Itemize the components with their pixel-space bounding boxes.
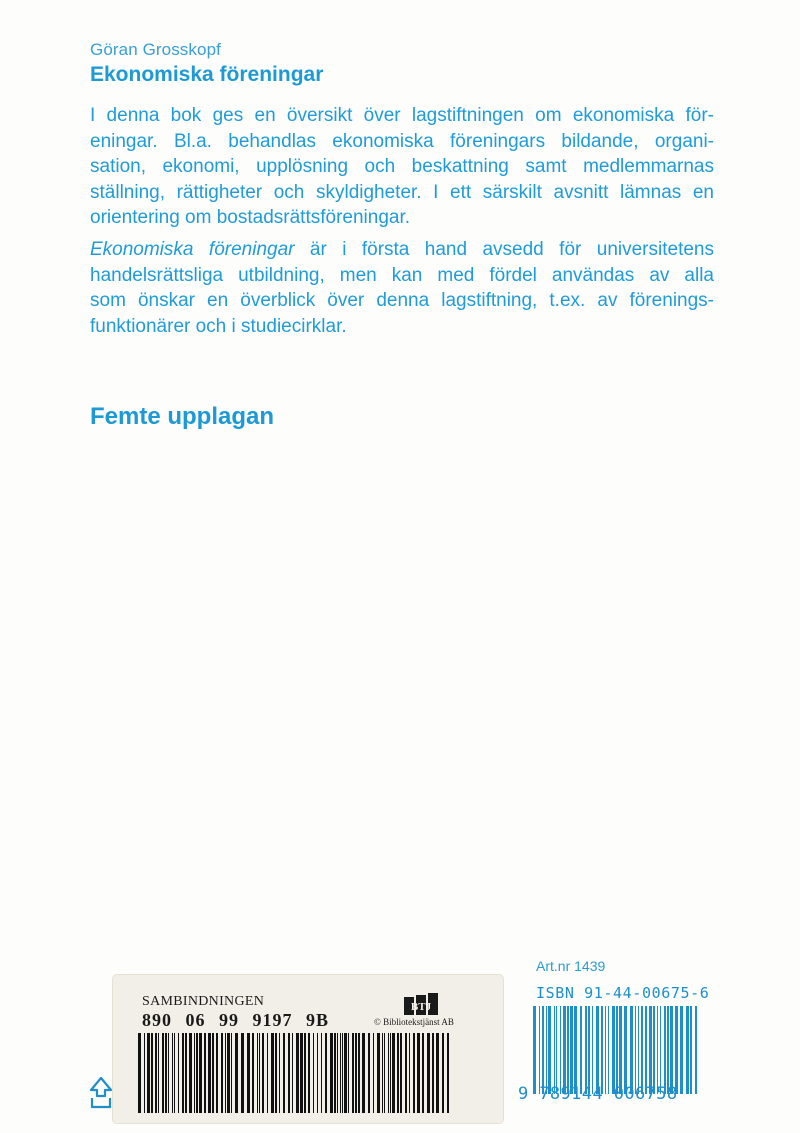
barcode-bar bbox=[388, 1033, 389, 1113]
barcode-bar bbox=[247, 1033, 250, 1113]
barcode-bar bbox=[409, 1033, 410, 1113]
barcode-bar bbox=[252, 1033, 254, 1113]
barcode-bar bbox=[162, 1033, 164, 1113]
barcode-bar bbox=[174, 1033, 175, 1113]
barcode-bar bbox=[382, 1033, 383, 1113]
barcode-bar bbox=[400, 1033, 402, 1113]
barcode-bar bbox=[616, 1006, 618, 1094]
barcode-bar bbox=[635, 1006, 636, 1094]
barcode-bar bbox=[630, 1006, 633, 1094]
barcode-bar bbox=[645, 1006, 647, 1094]
barcode-bar bbox=[334, 1033, 336, 1113]
barcode-bar bbox=[690, 1006, 692, 1094]
barcode-bar bbox=[257, 1033, 258, 1113]
barcode-bar bbox=[168, 1033, 169, 1113]
barcode-bar bbox=[352, 1033, 354, 1113]
barcode-bar bbox=[325, 1033, 327, 1113]
barcode-bar bbox=[649, 1006, 652, 1094]
description-line: eningar. Bl.a. behandlas ekonomiska föreningars bildande, organi- bbox=[90, 130, 714, 152]
isbn-text: ISBN 91-44-00675-6 bbox=[536, 984, 710, 1002]
barcode-bar bbox=[158, 1033, 159, 1113]
barcode-bar bbox=[567, 1006, 569, 1094]
barcode-bar bbox=[138, 1033, 141, 1113]
barcode-bar bbox=[147, 1033, 150, 1113]
barcode-bar bbox=[208, 1033, 211, 1113]
barcode-bar bbox=[344, 1033, 347, 1113]
barcode-bar bbox=[288, 1033, 290, 1113]
barcode-bar bbox=[546, 1006, 547, 1094]
barcode-bar bbox=[182, 1033, 184, 1113]
barcode-bar bbox=[548, 1006, 551, 1094]
barcode-bar bbox=[588, 1006, 590, 1094]
barcode-bar bbox=[330, 1033, 333, 1113]
barcode-bar bbox=[533, 1006, 536, 1094]
description-line bbox=[90, 237, 714, 263]
barcode-bar bbox=[235, 1033, 238, 1113]
barcode-bar bbox=[619, 1006, 622, 1094]
barcode-bar bbox=[624, 1006, 627, 1094]
description-line: ställning, rättigheter och skyldigheter. I ett särskilt avsnitt lämnas en bbox=[90, 181, 714, 203]
barcode-bar bbox=[178, 1033, 179, 1113]
barcode-bar bbox=[337, 1033, 338, 1113]
barcode-bar bbox=[212, 1033, 214, 1113]
barcode-bar bbox=[241, 1033, 244, 1113]
barcode-bar bbox=[670, 1006, 673, 1094]
barcode-bar bbox=[417, 1033, 420, 1113]
barcode-bar bbox=[667, 1006, 669, 1094]
italic-book-title: Ekonomiska föreningar bbox=[90, 239, 295, 260]
barcode-bar bbox=[574, 1006, 577, 1094]
barcode-bar bbox=[608, 1006, 609, 1094]
description-line-rest: är i första hand avsedd för universitetens bbox=[294, 239, 714, 260]
barcode-bar bbox=[362, 1033, 365, 1113]
barcode-bar bbox=[308, 1033, 310, 1113]
barcode-bar bbox=[695, 1006, 697, 1094]
barcode-bar bbox=[560, 1006, 561, 1094]
barcode-bar bbox=[556, 1006, 557, 1094]
barcode-bar bbox=[596, 1006, 599, 1094]
recycle-icon bbox=[88, 1076, 114, 1115]
book-title: Ekonomiska föreningar bbox=[90, 63, 324, 86]
barcode-bar bbox=[267, 1033, 268, 1113]
barcode-bar bbox=[151, 1033, 153, 1113]
barcode-bar bbox=[686, 1006, 689, 1094]
barcode-bar bbox=[638, 1006, 639, 1094]
barcode-bar bbox=[580, 1006, 582, 1094]
barcode-bar bbox=[340, 1033, 341, 1113]
barcode-bar bbox=[279, 1033, 280, 1113]
description-line: sation, ekonomi, upplösning och beskattning samt medlemmarnas bbox=[90, 156, 714, 177]
barcode-bar bbox=[592, 1006, 593, 1094]
sticker-code: 890 06 99 9197 9B bbox=[142, 1010, 330, 1030]
barcode-bar bbox=[231, 1033, 232, 1113]
barcode-bar bbox=[216, 1033, 218, 1113]
description-line: I denna bok ges en översikt över lagstiftningen om ekonomiska för- bbox=[90, 105, 714, 126]
barcode-bar bbox=[392, 1033, 395, 1113]
barcode-bar bbox=[657, 1006, 658, 1094]
description-line: orientering om bostadsrättsföreningar. bbox=[90, 207, 411, 228]
barcode-bar bbox=[342, 1033, 343, 1113]
barcode-bar bbox=[283, 1033, 285, 1113]
barcode-bar bbox=[144, 1033, 145, 1113]
barcode-bar bbox=[304, 1033, 306, 1113]
barcode-bar bbox=[259, 1033, 260, 1113]
barcode-bar bbox=[413, 1033, 415, 1113]
barcode-bar bbox=[397, 1033, 399, 1113]
barcode-bar bbox=[373, 1033, 374, 1113]
barcode-bar bbox=[612, 1006, 615, 1094]
description-paragraph-1 bbox=[90, 103, 714, 231]
btj-logo-icon bbox=[404, 993, 440, 1020]
barcode-bar bbox=[355, 1033, 357, 1113]
barcode-bar bbox=[317, 1033, 318, 1113]
barcode-bar bbox=[641, 1006, 643, 1094]
barcode-bar bbox=[601, 1006, 603, 1094]
barcode-bar bbox=[664, 1006, 666, 1094]
barcode-bar bbox=[563, 1006, 566, 1094]
barcode-bar bbox=[194, 1033, 195, 1113]
barcode-bar bbox=[436, 1033, 439, 1113]
barcode-bar bbox=[384, 1033, 385, 1113]
description-line: handelsrättsliga utbildning, men kan med fördel användas av alla bbox=[90, 264, 714, 286]
barcode-bar bbox=[196, 1033, 198, 1113]
barcode-bar bbox=[313, 1033, 314, 1113]
barcode-bar bbox=[605, 1006, 606, 1094]
sticker-label: SAMBINDNINGEN bbox=[142, 994, 265, 1009]
barcode-bar bbox=[432, 1033, 434, 1113]
author-name: Göran Grosskopf bbox=[90, 40, 221, 59]
barcode-bar bbox=[165, 1033, 167, 1113]
barcode-bar bbox=[225, 1033, 226, 1113]
description-line: funktionärer och i studiecirklar. bbox=[90, 315, 347, 337]
isbn-barcode-digits: 9 789144 006758 bbox=[518, 1084, 678, 1104]
edition-label: Femte upplagan bbox=[90, 403, 275, 430]
barcode-bar bbox=[185, 1033, 187, 1113]
barcode-bar bbox=[653, 1006, 655, 1094]
btj-logo-text: BTJ bbox=[410, 1001, 432, 1013]
barcode-bar bbox=[221, 1033, 223, 1113]
barcode-bar bbox=[300, 1033, 303, 1113]
barcode-bar bbox=[296, 1033, 299, 1113]
barcode-bar bbox=[405, 1033, 407, 1113]
barcode-bar bbox=[358, 1033, 360, 1113]
barcode-bar bbox=[155, 1033, 157, 1113]
barcode-bar bbox=[422, 1033, 424, 1113]
barcode-bar bbox=[585, 1006, 587, 1094]
barcode-bar bbox=[539, 1006, 540, 1094]
barcode-bar bbox=[427, 1033, 430, 1113]
barcode-bar bbox=[348, 1033, 349, 1113]
barcode-bar bbox=[442, 1033, 444, 1113]
barcode-bar bbox=[292, 1033, 293, 1113]
barcode-bar bbox=[660, 1006, 661, 1094]
barcode-bar bbox=[570, 1006, 573, 1094]
barcode-bar bbox=[377, 1033, 380, 1113]
description-paragraph-2 bbox=[90, 237, 714, 339]
description-line: som önskar en överblick över denna lagstiftning, t.ex. av förenings- bbox=[90, 290, 714, 311]
barcode-bar bbox=[199, 1033, 202, 1113]
barcode-bar bbox=[172, 1033, 173, 1113]
barcode-bar bbox=[321, 1033, 322, 1113]
barcode-bar bbox=[189, 1033, 192, 1113]
barcode-bar bbox=[554, 1006, 555, 1094]
barcode-bar bbox=[368, 1033, 370, 1113]
barcode-bar bbox=[262, 1033, 264, 1113]
article-number: Art.nr 1439 bbox=[536, 958, 606, 974]
barcode-bar bbox=[271, 1033, 274, 1113]
barcode-bar bbox=[542, 1006, 544, 1094]
barcode-bar bbox=[204, 1033, 206, 1113]
barcode-bar bbox=[675, 1006, 678, 1094]
barcode-bar bbox=[390, 1033, 391, 1113]
barcode-bar bbox=[275, 1033, 277, 1113]
barcode-bar bbox=[227, 1033, 230, 1113]
barcode-bar bbox=[447, 1033, 449, 1113]
barcode-bar bbox=[680, 1006, 683, 1094]
sticker-barcode bbox=[138, 1033, 458, 1120]
sticker-copyright: © Bibliotekstjänst AB bbox=[374, 1017, 454, 1027]
